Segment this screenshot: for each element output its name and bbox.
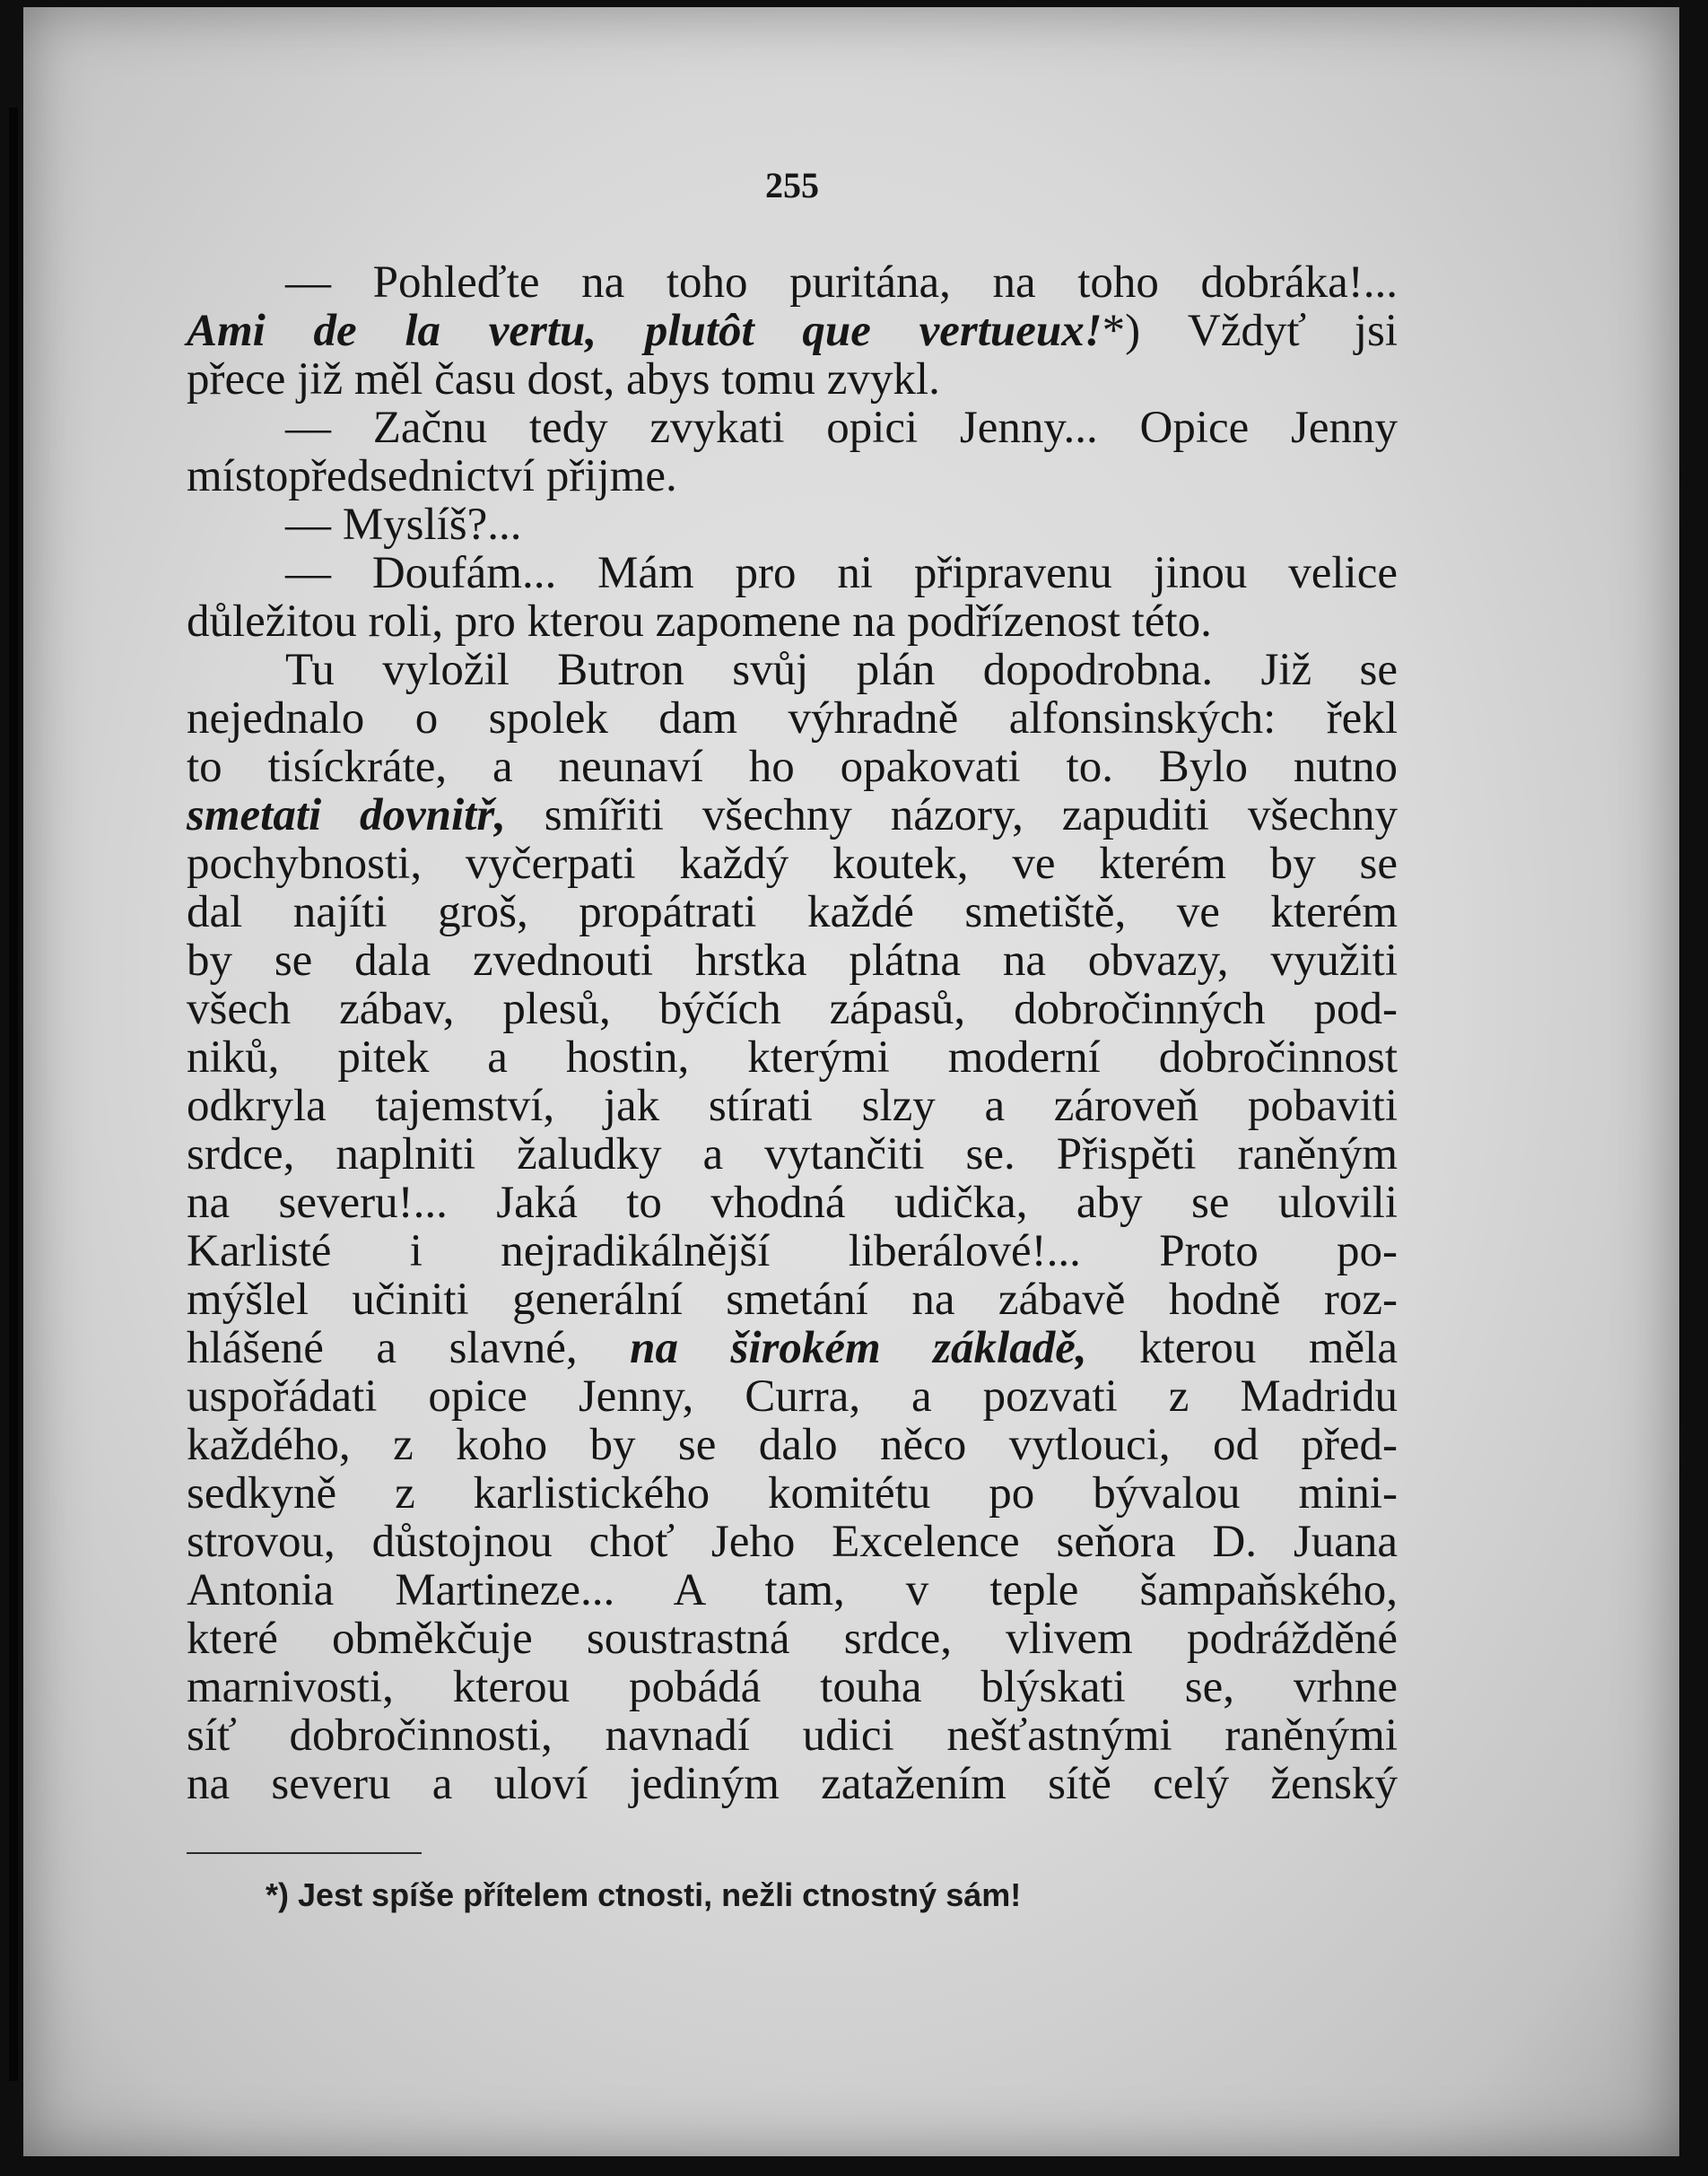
text-run: to tisíckráte, a neunaví ho opakovati to. Bylo nutno [187,742,1398,792]
text-run: hlášené a slavné, [187,1323,631,1373]
text-run: důležitou roli, pro kterou zapomene na podřízenost této. [187,596,1212,647]
text-line [187,258,1398,307]
text-run: které obměkčuje soustrastná srdce, vlivem podrážděné [187,1614,1398,1664]
text-run: přece již měl času dost, abys tomu zvykl. [187,354,940,405]
text-run: každého, z koho by se dalo něco vytlouci, od před- [187,1420,1398,1470]
text-line [187,1566,1398,1615]
text-line [187,549,1398,597]
text-run: všech zábav, plesů, býčích zápasů, dobročinných pod- [187,984,1398,1034]
text-line [187,791,1398,840]
text-run: na severu a uloví jediným zatažením sítě celý ženský [187,1759,1398,1809]
text-line [187,1421,1398,1469]
text-run: — Pohleďte na toho puritána, na toho dobráka!... [285,257,1398,308]
text-run: síť dobročinnosti, navnadí udici nešťastnými raněnými [187,1710,1398,1761]
text-line [187,500,1398,549]
text-run: Karlisté i nejradikálnější liberálové!... Proto po- [187,1226,1398,1276]
text-run: na severu!... Jaká to vhodná udička, aby se ulovili [187,1178,1398,1228]
text-run: — Myslíš?... [285,500,522,550]
text-run: strovou, důstojnou choť Jeho Excelence seňora D. Juana [187,1517,1398,1567]
text-run: odkryla tajemství, jak stírati slzy a zároveň pobaviti [187,1081,1398,1131]
text-run: uspořádati opice Jenny, Curra, a pozvati z Madridu [187,1371,1398,1422]
text-line [187,985,1398,1033]
text-run: *) Vždyť jsi [1102,306,1399,356]
text-run: Tu vyložil Butron svůj plán dopodrobna. Již se [285,645,1398,695]
text-run: srdce, naplniti žaludky a vytančiti se. Přispěti raněným [187,1129,1398,1179]
text-line [187,936,1398,985]
text-run: místopředsednictví přijme. [187,451,677,501]
text-line [187,888,1398,936]
text-line [187,1275,1398,1324]
text-line [187,1130,1398,1179]
text-line [187,1760,1398,1808]
footnote-rule [187,1852,422,1854]
text-run: nejednalo o spolek dam výhradně alfonsinských: řekl [187,693,1398,744]
text-line [187,597,1398,646]
text-line [187,1082,1398,1130]
text-run: pochybnosti, vyčerpati každý koutek, ve kterém by se [187,839,1398,889]
text-line [187,355,1398,404]
text-line [187,307,1398,355]
page-edge-shadow [9,108,18,2081]
text-line [187,452,1398,500]
text-run: — Začnu tedy zvykati opici Jenny... Opice Jenny [285,403,1398,453]
text-line [187,1711,1398,1760]
text-line [187,1372,1398,1421]
text-line [187,743,1398,791]
text-run: Antonia Martineze... A tam, v teple šampaňského, [187,1565,1398,1615]
text-run: by se dala zvednouti hrstka plátna na obvazy, využiti [187,936,1398,986]
text-run: marnivosti, kterou pobádá touha blýskati se, vrhne [187,1662,1398,1712]
book-page [23,7,1679,2156]
text-run: dal najíti groš, propátrati každé smetiště, ve kterém [187,887,1398,937]
text-line [187,404,1398,452]
text-run: smířiti všechny názory, zapuditi všechny [505,790,1398,840]
text-run: sedkyně z karlistického komitétu po bývalou mini- [187,1468,1398,1519]
text-line [187,840,1398,888]
text-run: — Doufám... Mám pro ni připravenu jinou velice [285,548,1398,598]
text-line [187,1518,1398,1566]
text-line [187,1033,1398,1082]
page-number: 255 [765,165,819,205]
text-line [187,1615,1398,1663]
text-line [187,1324,1398,1372]
text-line [187,1227,1398,1275]
text-line [187,646,1398,694]
italic-phrase: Ami de la vertu, plutôt que vertueux! [187,306,1102,356]
text-run: kterou měla [1086,1323,1398,1373]
text-run: mýšlel učiniti generální smetání na zábavě hodně roz- [187,1275,1398,1325]
text-line [187,1663,1398,1711]
italic-phrase: smetati dovnitř, [187,790,506,840]
text-line [187,1469,1398,1518]
text-run: niků, pitek a hostin, kterými moderní dobročinnost [187,1032,1398,1083]
footnote: *) Jest spíše přítelem ctnosti, nežli ctnostný sám! [266,1876,1022,1913]
text-line [187,1179,1398,1227]
italic-phrase: na širokém základě, [630,1323,1087,1373]
text-line [187,694,1398,743]
